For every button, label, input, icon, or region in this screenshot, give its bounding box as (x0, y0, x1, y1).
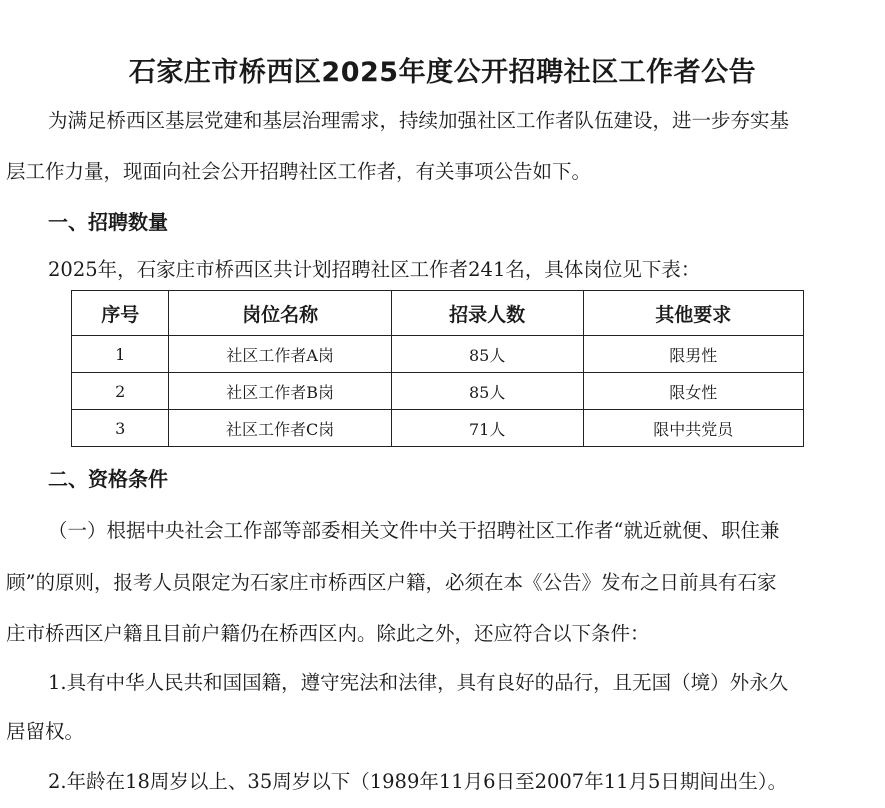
condition-1-line-2: 居留权。 (6, 720, 85, 743)
table-cell-index: 1 (72, 336, 169, 373)
table-cell-count: 71人 (391, 410, 583, 447)
table-cell-requirements: 限男性 (583, 336, 803, 373)
intro-line-2: 层工作力量，现面向社会公开招聘社区工作者，有关事项公告如下。 (6, 160, 592, 183)
column-header-position: 岗位名称 (169, 291, 391, 336)
table-row (72, 410, 804, 447)
table-cell-index: 2 (72, 373, 169, 410)
table-cell-position: 社区工作者B岗 (169, 373, 391, 410)
section-2-para-1-line-3: 庄市桥西区户籍且目前户籍仍在桥西区内。除此之外，还应符合以下条件： (6, 622, 650, 645)
condition-1-line-1: 1.具有中华人民共和国国籍，遵守宪法和法律，具有良好的品行，且无国（境）外永久 (48, 671, 789, 694)
table-cell-position: 社区工作者C岗 (169, 410, 391, 447)
table-cell-index: 3 (72, 410, 169, 447)
column-header-count: 招录人数 (391, 291, 583, 336)
table-cell-requirements: 限中共党员 (583, 410, 803, 447)
section-2-heading: 二、资格条件 (48, 467, 168, 491)
column-header-requirements: 其他要求 (583, 291, 803, 336)
section-2-para-1-line-1: （一）根据中央社会工作部等部委相关文件中关于招聘社区工作者“就近就便、职住兼 (48, 519, 780, 542)
table-header-row (72, 291, 804, 336)
table-cell-count: 85人 (391, 373, 583, 410)
positions-table (71, 290, 804, 447)
column-header-index: 序号 (72, 291, 169, 336)
table-cell-position: 社区工作者A岗 (169, 336, 391, 373)
table-row (72, 336, 804, 373)
section-1-text: 2025年，石家庄市桥西区共计划招聘社区工作者241名，具体岗位见下表： (48, 258, 701, 281)
condition-2-line-1: 2.年龄在18周岁以上、35周岁以下（1989年11月6日至2007年11月5日期间出生）。 (48, 770, 788, 793)
table-cell-requirements: 限女性 (583, 373, 803, 410)
section-1-heading: 一、招聘数量 (48, 210, 168, 234)
intro-line-1: 为满足桥西区基层党建和基层治理需求，持续加强社区工作者队伍建设，进一步夯实基 (48, 109, 790, 132)
section-2-para-1-line-2: 顾”的原则，报考人员限定为石家庄市桥西区户籍，必须在本《公告》发布之日前具有石家 (6, 571, 777, 594)
table-row (72, 373, 804, 410)
document-title: 石家庄市桥西区2025年度公开招聘社区工作者公告 (128, 57, 757, 88)
table-cell-count: 85人 (391, 336, 583, 373)
